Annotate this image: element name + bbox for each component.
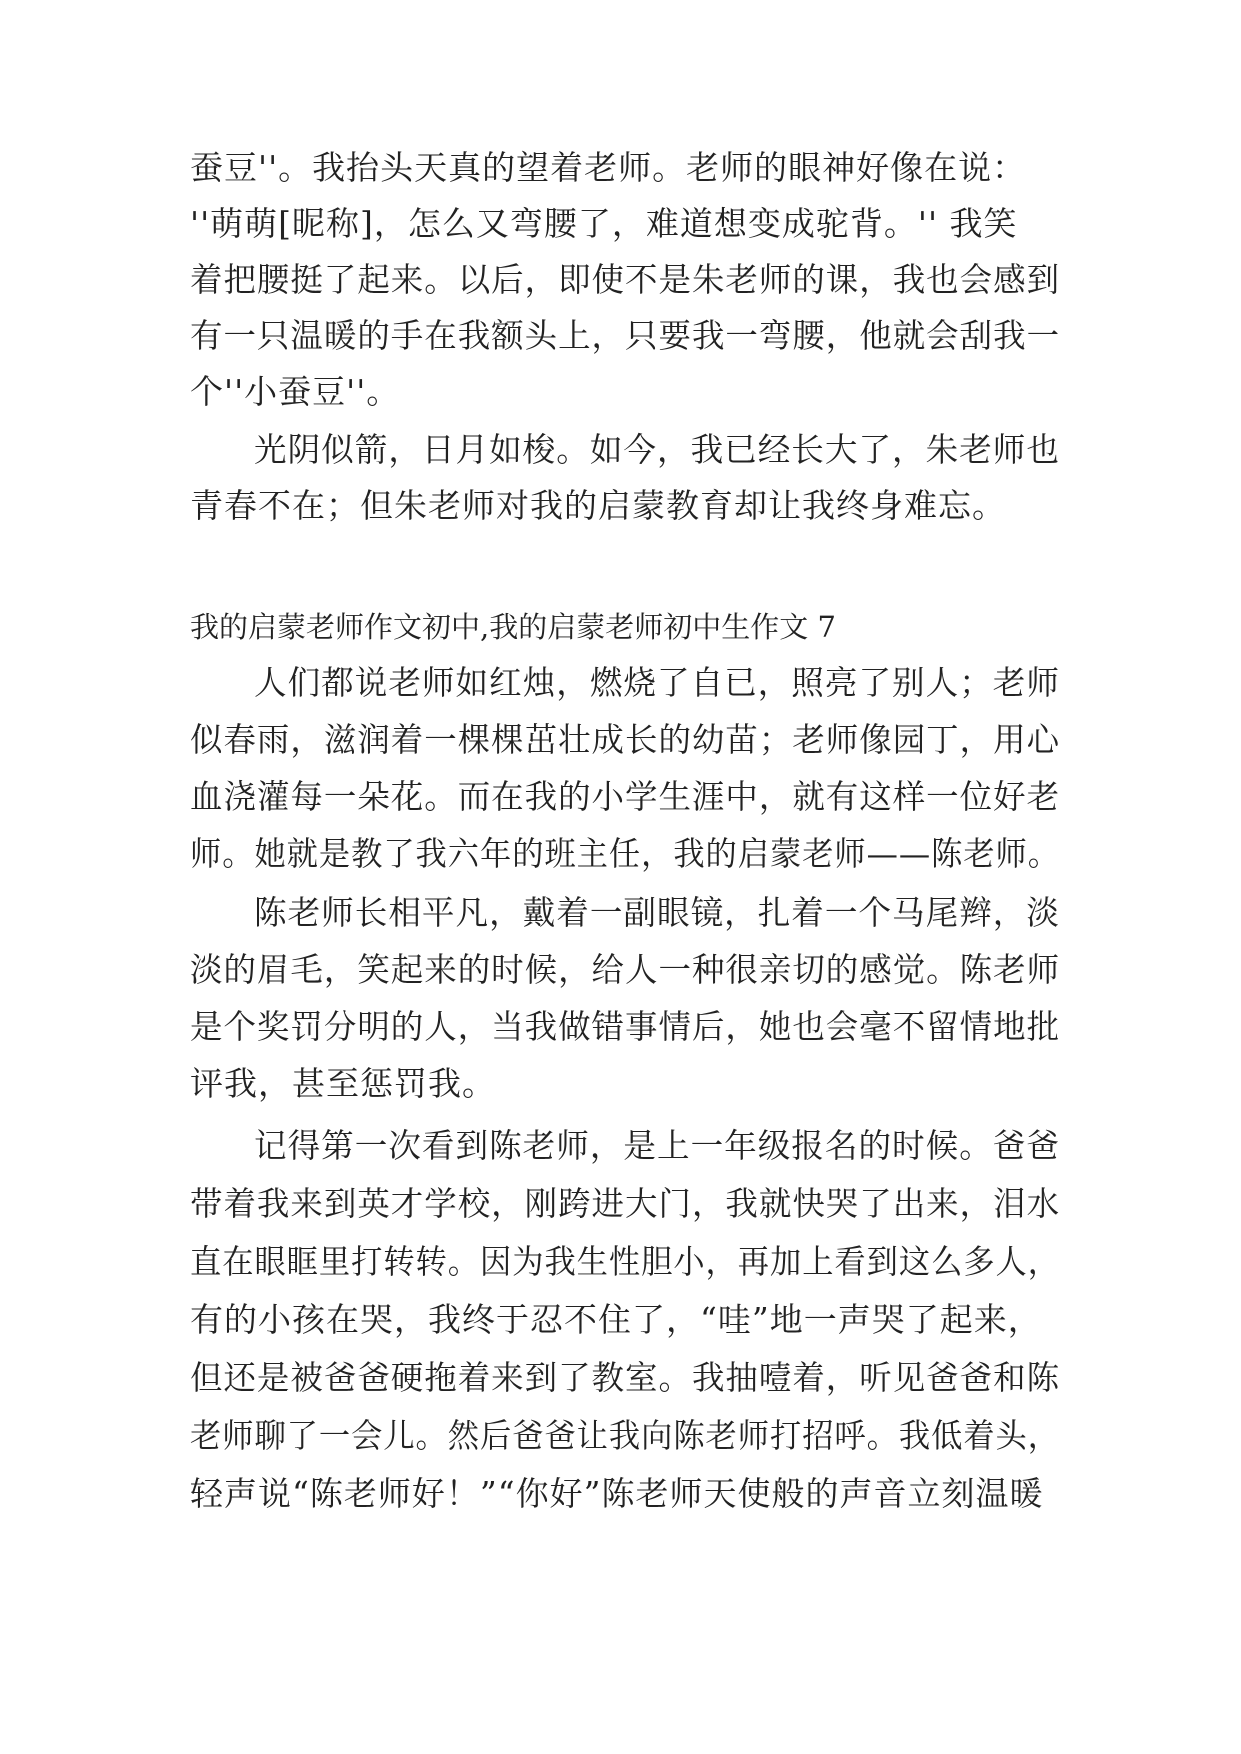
text-line: 轻声说“陈老师好！”“你好”陈老师天使般的声音立刻温暖: [190, 1474, 1044, 1513]
text-line: 蚕豆''。我抬头天真的望着老师。老师的眼神好像在说：: [190, 148, 1027, 187]
text-line: 评我，甚至惩罚我。: [190, 1064, 496, 1103]
text-line: ''萌萌[昵称]，怎么又弯腰了，难道想变成驼背。'' 我笑: [190, 204, 1018, 243]
paragraph-first-line: 光阴似箭，日月如梭。如今，我已经长大了，朱老师也: [254, 430, 1060, 469]
text-line: 老师聊了一会儿。然后爸爸让我向陈老师打招呼。我低着头，: [190, 1416, 1060, 1455]
text-line: 青春不在；但朱老师对我的启蒙教育却让我终身难忘。: [190, 486, 1006, 525]
section-heading: 我的启蒙老师作文初中,我的启蒙老师初中生作文 7: [190, 610, 836, 644]
text-line: 是个奖罚分明的人，当我做错事情后，她也会毫不留情地批: [190, 1007, 1061, 1046]
text-line: 淡的眉毛，笑起来的时候，给人一种很亲切的感觉。陈老师: [190, 950, 1061, 989]
paragraph-first-line: 陈老师长相平凡，戴着一副眼镜，扎着一个马尾辫，淡: [254, 893, 1060, 932]
text-line: 个''小蚕豆''。: [190, 372, 401, 411]
text-line: 直在眼眶里打转转。因为我生性胆小，再加上看到这么多人，: [190, 1242, 1060, 1281]
text-line: 有的小孩在哭，我终于忍不住了，“哇”地一声哭了起来，: [190, 1300, 1042, 1339]
text-line: 师。她就是教了我六年的班主任，我的启蒙老师——陈老师。: [190, 834, 1060, 873]
text-line: 有一只温暖的手在我额头上，只要我一弯腰，他就会刮我一: [190, 316, 1061, 355]
paragraph-first-line: 记得第一次看到陈老师，是上一年级报名的时候。爸爸: [254, 1126, 1060, 1165]
paragraph-first-line: 人们都说老师如红烛，燃烧了自已，照亮了别人；老师: [254, 663, 1060, 702]
text-line: 似春雨，滋润着一棵棵茁壮成长的幼苗；老师像园丁，用心: [190, 720, 1061, 759]
text-line: 带着我来到英才学校，刚跨进大门，我就快哭了出来，泪水: [190, 1184, 1061, 1223]
text-line: 但还是被爸爸硬拖着来到了教室。我抽噎着，听见爸爸和陈: [190, 1358, 1061, 1397]
text-line: 着把腰挺了起来。以后，即使不是朱老师的课，我也会感到: [190, 260, 1061, 299]
text-line: 血浇灌每一朵花。而在我的小学生涯中，就有这样一位好老: [190, 777, 1061, 816]
